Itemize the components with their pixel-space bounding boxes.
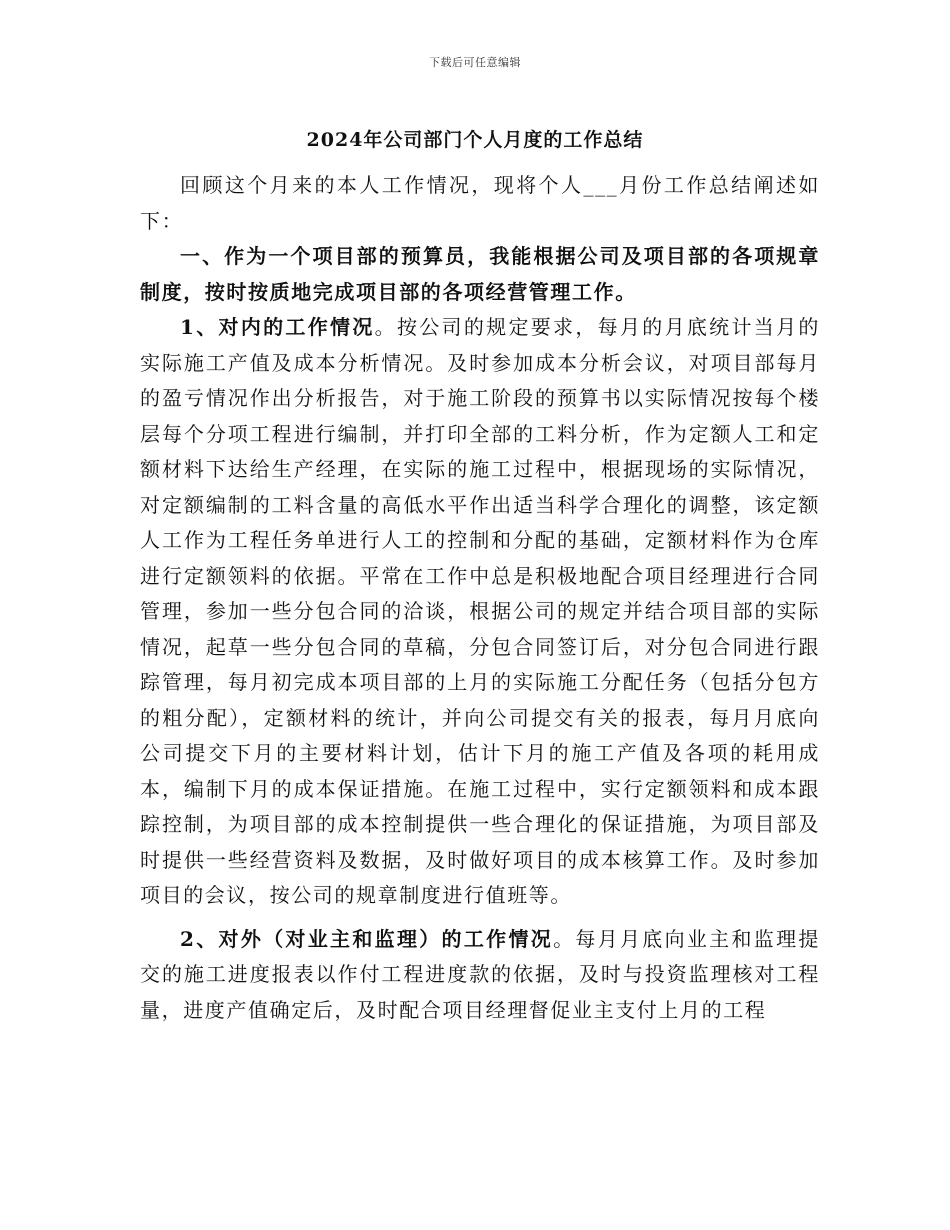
- item-2-paragraph: [140, 922, 820, 1029]
- item-1-paragraph: [140, 310, 820, 914]
- item-1-text: 。按公司的规定要求，每月的月底统计当月的实际施工产值及成本分析情况。及时参加成本分析会议，对项目部每月的盈亏情况作出分析报告，对于施工阶段的预算书以实际情况按每个楼层每个分项工程进行编制，并打印全部的工料分析，作为定额人工和定额材料下达给生产经理，在实际的施工过程中，根据现场的实际情况，对定额编制的工料含量的高低水平作出适当科学合理化的调整，该定额人工作为工程任务单进行人工的控制和分配的基础，定额材料作为仓库进行定额领料的依据。平常在工作中总是积极地配合项目经理进行合同管理，参加一些分包合同的洽谈，根据公司的规定并结合项目部的实际情况，起草一些分包合同的草稿，分包合同签订后，对分包合同进行跟踪管理，每月初完成本项目部的上月的实际施工分配任务（包括分包方的粗分配），定额材料的统计，并向公司提交有关的报表，每月月底向公司提交下月的主要材料计划，估计下月的施工产值及各项的耗用成本，编制下月的成本保证措施。在施工过程中，实行定额领料和成本跟踪控制，为项目部的成本控制提供一些合理化的保证措施，为项目部及时提供一些经营资料及数据，及时做好项目的成本核算工作。及时参加项目的会议，按公司的规章制度进行值班等。: [140, 315, 820, 907]
- item-2-lead: 2、对外（对业主和监理）的工作情况: [180, 926, 554, 951]
- document-title: 2024年公司部门个人月度的工作总结: [306, 129, 644, 151]
- section-heading-1: 一、作为一个项目部的预算员，我能根据公司及项目部的各项规章制度，按时按质地完成项目部的各项经营管理工作。: [140, 244, 820, 304]
- document-body: [140, 168, 820, 1028]
- item-1-lead: 1、对内的工作情况: [180, 315, 375, 339]
- header-note: 下载后可任意编辑: [429, 56, 521, 69]
- item-2-text: 。每月月底向业主和监理提交的施工进度报表以作付工程进度款的依据，及时与投资监理核对工程量，进度产值确定后，及时配合项目经理督促业主支付上月的工程: [140, 926, 820, 1022]
- intro-paragraph: 回顾这个月来的本人工作情况，现将个人___月份工作总结阐述如下：: [140, 173, 820, 233]
